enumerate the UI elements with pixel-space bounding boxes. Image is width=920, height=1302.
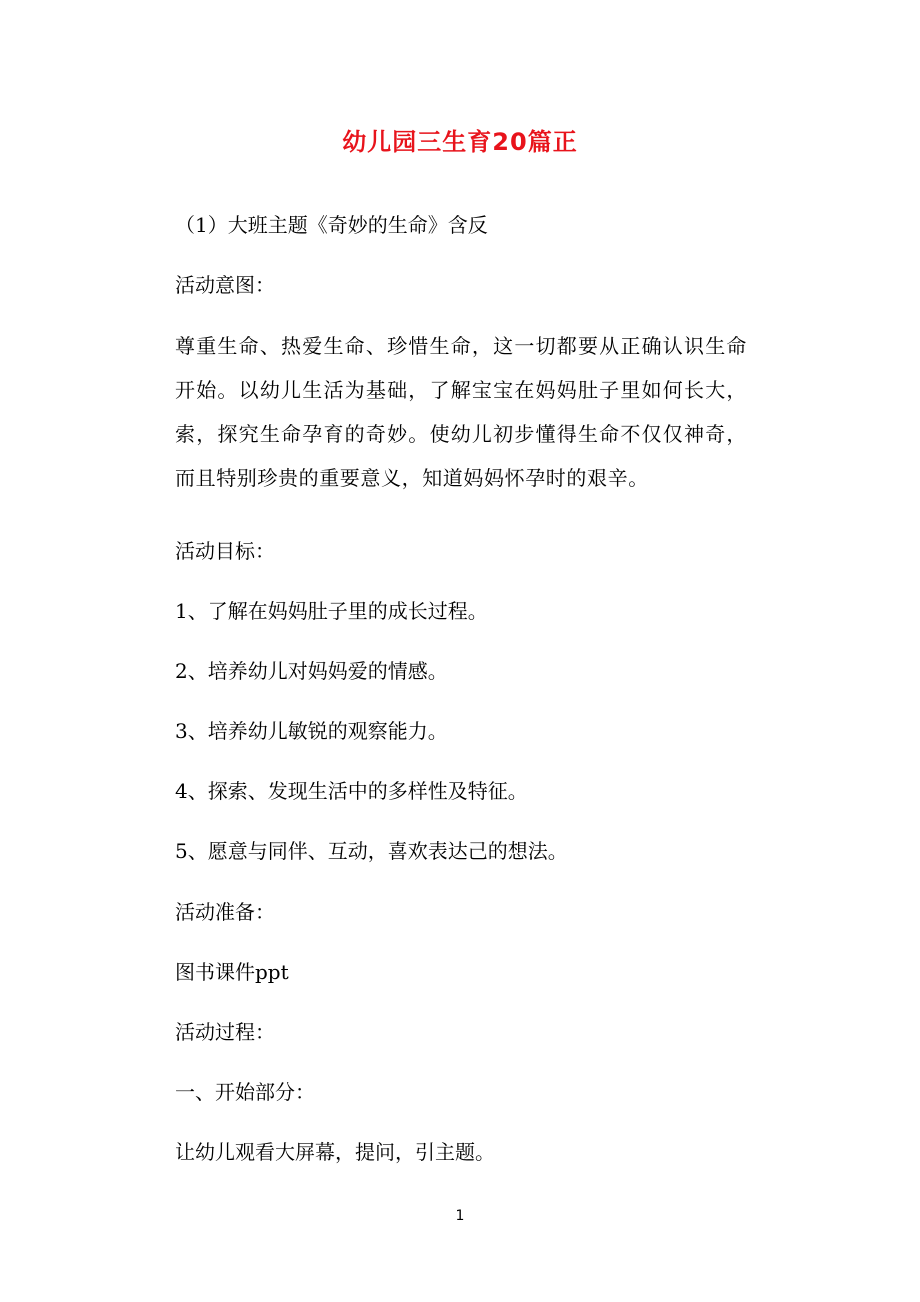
goal-item: 2、培养幼儿对妈妈爱的情感。 bbox=[175, 659, 448, 683]
section-heading: （1）大班主题《奇妙的生命》含反 bbox=[175, 213, 488, 237]
preparation-text: 图书课件ppt bbox=[175, 960, 289, 984]
part1-label: 一、开始部分： bbox=[175, 1080, 315, 1104]
goals-label: 活动目标： bbox=[175, 539, 275, 563]
intent-paragraph: 尊重生命、热爱生命、珍惜生命，这一切都要从正确认识生命开始。以幼儿生活为基础，了解宝宝在妈妈肚子里如何长大，索，探究生命孕育的奇妙。使幼儿初步懂得生命不仅仅神奇，而且特别珍贵的重要意义，知道妈妈怀孕时的艰辛。 bbox=[175, 334, 747, 490]
preparation-label: 活动准备： bbox=[175, 900, 275, 924]
goal-item: 4、探索、发现生活中的多样性及特征。 bbox=[175, 779, 528, 803]
goal-item: 1、了解在妈妈肚子里的成长过程。 bbox=[175, 599, 488, 623]
part1-text: 让幼儿观看大屏幕，提问，引主题。 bbox=[175, 1140, 495, 1164]
page-number: 1 bbox=[455, 1208, 465, 1224]
process-label: 活动过程： bbox=[175, 1020, 275, 1044]
goal-item: 3、培养幼儿敏锐的观察能力。 bbox=[175, 719, 448, 743]
intent-label: 活动意图： bbox=[175, 273, 275, 297]
document-title: 幼儿园三生育20篇正 bbox=[342, 128, 578, 156]
goal-item: 5、愿意与同伴、互动，喜欢表达己的想法。 bbox=[175, 839, 568, 863]
